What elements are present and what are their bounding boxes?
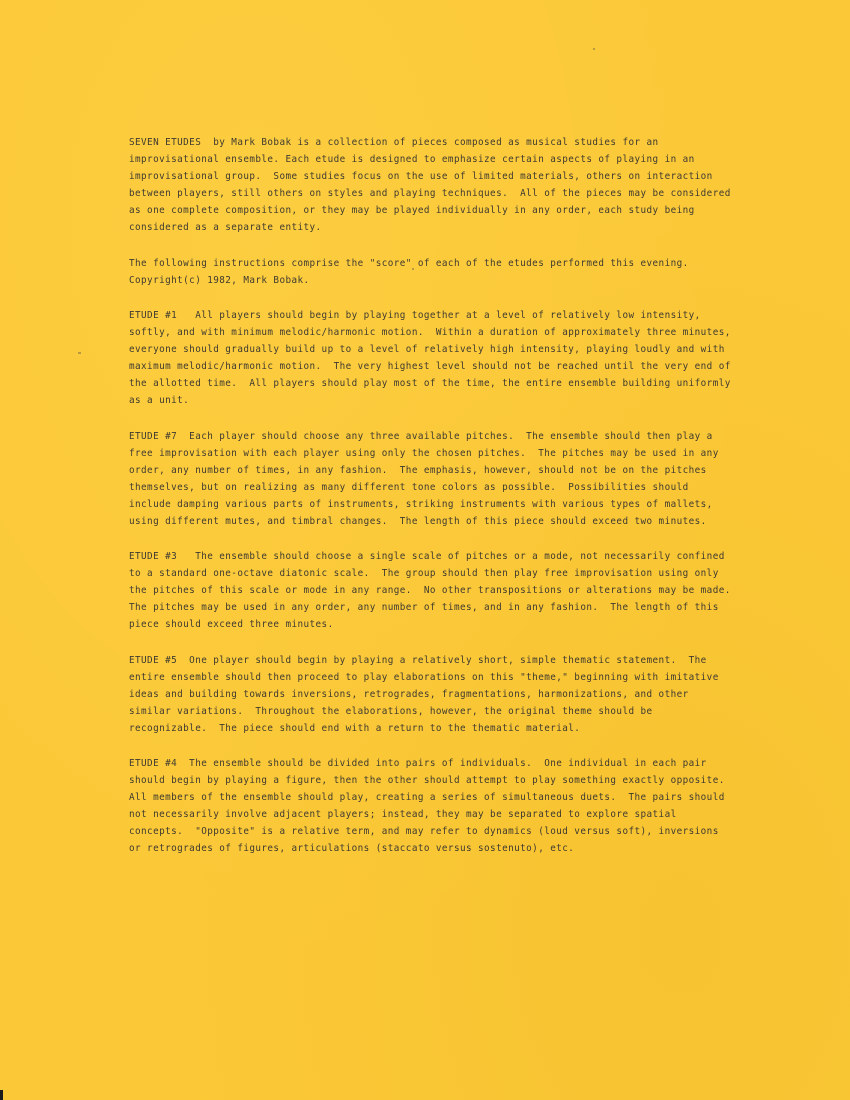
text-line: everyone should gradually build up to a level of relatively high intensity, playing loudly and with — [129, 344, 725, 355]
paper-speck — [593, 48, 595, 50]
text-line: ideas and building towards inversions, retrogrades, fragmentations, harmonizations, and other — [129, 688, 689, 700]
text-line: the pitches of this scale or mode in any range. No other transpositions or alterations may be made. — [129, 585, 731, 596]
document-body — [129, 134, 749, 876]
text-line: the allotted time. All players should play most of the time, the entire ensemble building uniformly — [129, 378, 731, 389]
text-line: using different mutes, and timbral changes. The length of this piece should exceed two minutes. — [129, 515, 707, 527]
paper-speck — [412, 268, 414, 270]
text-line: considered as a separate entity. — [129, 222, 322, 233]
text-line: The pitches may be used in any order, any number of times, and in any fashion. The length of this — [129, 602, 719, 613]
instructions-paragraph — [129, 255, 749, 289]
text-line: recognizable. The piece should end with a return to the thematic material. — [129, 722, 581, 734]
text-line: similar variations. Throughout the elaborations, however, the original theme should be — [129, 705, 653, 717]
text-line: Copyright(c) 1982, Mark Bobak. — [129, 274, 310, 286]
intro-paragraph — [129, 134, 749, 236]
text-line: include damping various parts of instruments, striking instruments with various types of mallets, — [129, 498, 713, 510]
etude-1-paragraph — [129, 307, 749, 409]
text-line: not necessarily involve adjacent players; instead, they may be separated to explore spatial — [129, 809, 677, 820]
text-line: between players, still others on styles and playing techniques. All of the pieces may be considered — [129, 188, 731, 199]
text-line: ETUDE #4 The ensemble should be divided into pairs of individuals. One individual in each pair — [129, 758, 707, 769]
text-line: ETUDE #1 All players should begin by playing together at a level of relatively low intensity, — [129, 310, 701, 321]
etude-3-paragraph — [129, 548, 749, 633]
text-line: free improvisation with each player using only the chosen pitches. The pitches may be used in any — [129, 447, 719, 459]
text-line: ETUDE #7 Each player should choose any three available pitches. The ensemble should then play a — [129, 430, 713, 442]
text-line: SEVEN ETUDES by Mark Bobak is a collection of pieces composed as musical studies for an — [129, 137, 659, 148]
text-line: as one complete composition, or they may be played individually in any order, each study being — [129, 205, 695, 216]
text-line: piece should exceed three minutes. — [129, 619, 334, 630]
text-line: softly, and with minimum melodic/harmonic motion. Within a duration of approximately three minutes, — [129, 327, 731, 338]
text-line: The following instructions comprise the "score" of each of the etudes performed this evening. — [129, 257, 689, 269]
etude-4-paragraph — [129, 755, 749, 857]
text-line: or retrogrades of figures, articulations (staccato versus sostenuto), etc. — [129, 843, 575, 854]
paper-speck — [78, 352, 81, 354]
text-line: concepts. "Opposite" is a relative term, and may refer to dynamics (loud versus soft), inversions — [129, 826, 719, 837]
text-line: improvisational ensemble. Each etude is designed to emphasize certain aspects of playing in an — [129, 154, 695, 165]
text-line: maximum melodic/harmonic motion. The very highest level should not be reached until the very end of — [129, 361, 731, 372]
scan-edge-mark — [0, 1090, 3, 1100]
text-line: to a standard one-octave diatonic scale. The group should then play free improvisation using only — [129, 568, 719, 579]
text-line: themselves, but on realizing as many different tone colors as possible. Possibilities should — [129, 481, 689, 493]
text-line: ETUDE #5 One player should begin by playing a relatively short, simple thematic statement. The — [129, 654, 707, 666]
text-line: order, any number of times, in any fashion. The emphasis, however, should not be on the pitches — [129, 464, 707, 476]
text-line: entire ensemble should then proceed to play elaborations on this "theme," beginning with imitative — [129, 671, 719, 683]
text-line: as a unit. — [129, 395, 190, 406]
etude-5-paragraph — [129, 652, 749, 737]
text-line: ETUDE #3 The ensemble should choose a single scale of pitches or a mode, not necessarily confined — [129, 551, 725, 562]
text-line: All members of the ensemble should play, creating a series of simultaneous duets. The pairs should — [129, 792, 725, 803]
text-line: improvisational group. Some studies focus on the use of limited materials, others on interaction — [129, 171, 713, 182]
text-line: should begin by playing a figure, then the other should attempt to play something exactly opposite. — [129, 775, 725, 786]
etude-7-paragraph — [129, 428, 749, 530]
